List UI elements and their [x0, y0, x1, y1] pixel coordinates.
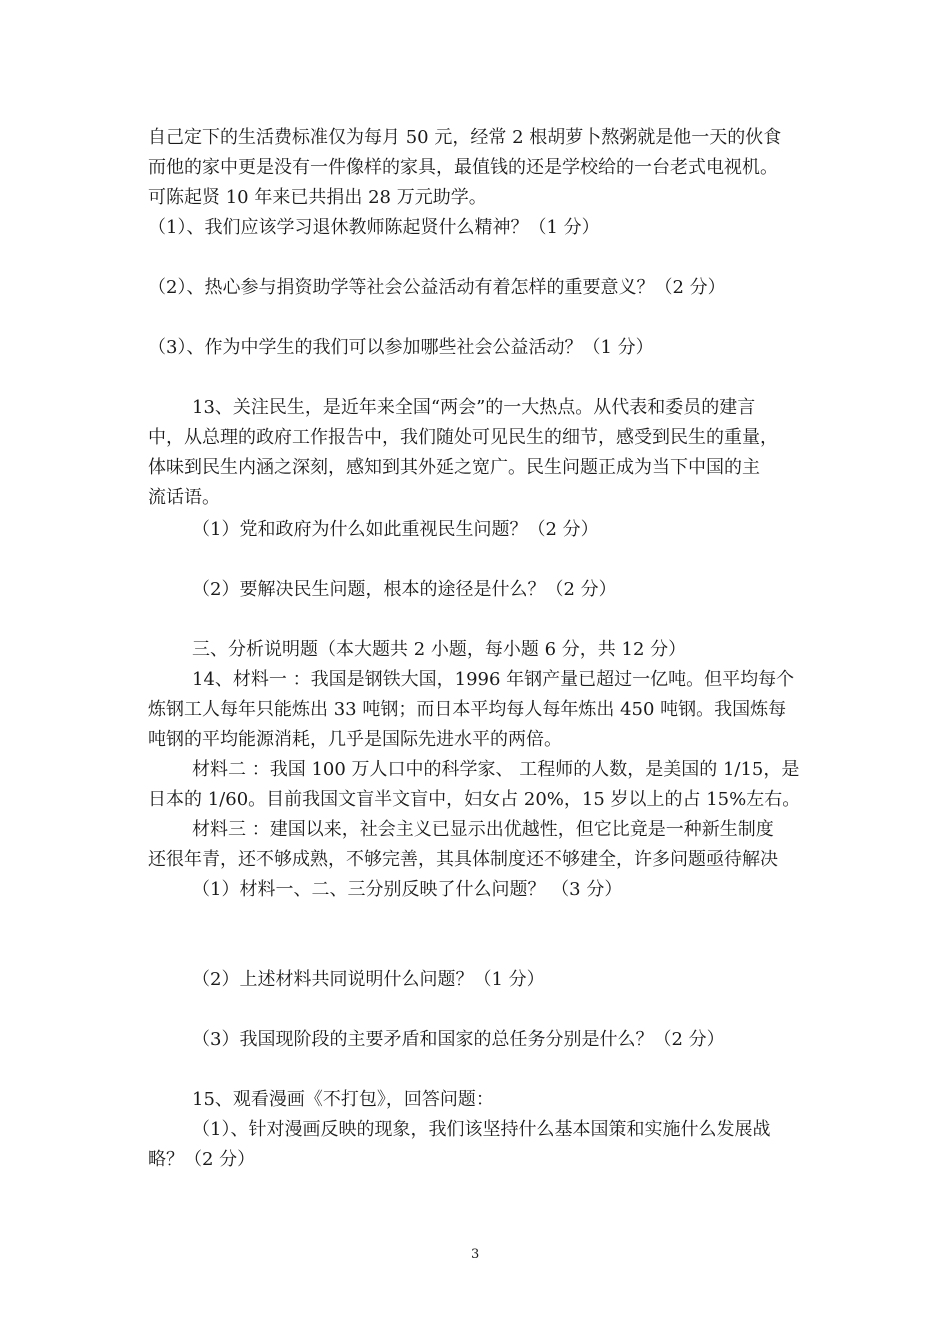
question-line: （2）要解决民生问题，根本的途径是什么？（2 分）: [192, 579, 617, 600]
section-heading: 三、分析说明题（本大题共 2 小题，每小题 6 分，共 12 分）: [192, 639, 687, 660]
text-line: 而他的家中更是没有一件像样的家具，最值钱的还是学校给的一台老式电视机。: [148, 157, 778, 178]
text-line: 自己定下的生活费标准仅为每月 50 元，经常 2 根胡萝卜熬粥就是他一天的伙食: [148, 127, 782, 148]
question-line: （3）、作为中学生的我们可以参加哪些社会公益活动？（1 分）: [148, 337, 654, 358]
text-line: 中，从总理的政府工作报告中，我们随处可见民生的细节，感受到民生的重量，: [148, 427, 778, 448]
question-line: （2）、热心参与捐资助学等社会公益活动有着怎样的重要意义？（2 分）: [148, 277, 726, 298]
question-line: （1）材料一、二、三分别反映了什么问题？ （3 分）: [192, 879, 623, 900]
question-14-line: 14、材料一 ：我国是钢铁大国，1996 年钢产量已超过一亿吨。但平均每个: [192, 669, 795, 690]
question-line: （1）党和政府为什么如此重视民生问题？（2 分）: [192, 519, 599, 540]
question-line: （2）上述材料共同说明什么问题？（1 分）: [192, 969, 545, 990]
question-15-line: 15、观看漫画《不打包》，回答问题：: [192, 1089, 494, 1110]
material-two-line: 材料二 ：我国 100 万人口中的科学家、 工程师的人数，是美国的 1/15，是: [192, 759, 800, 780]
question-line: （1）、我们应该学习退休教师陈起贤什么精神？（1 分）: [148, 217, 600, 238]
text-line: 还很年青，还不够成熟，不够完善，其具体制度还不够建全，许多问题亟待解决: [148, 849, 778, 870]
text-line: 略？（2 分）: [148, 1149, 256, 1170]
question-line: （1）、针对漫画反映的现象，我们该坚持什么基本国策和实施什么发展战: [192, 1119, 771, 1140]
text-line: 炼钢工人每年只能炼出 33 吨钢；而日本平均每人每年炼出 450 吨钢。我国炼每: [148, 699, 787, 720]
text-line: 吨钢的平均能源消耗，几乎是国际先进水平的两倍。: [148, 729, 562, 750]
page-number: 3: [471, 1247, 480, 1262]
question-13-line: 13、关注民生，是近年来全国“两会”的一大热点。从代表和委员的建言: [192, 397, 756, 418]
text-line: 可陈起贤 10 年来已共捐出 28 万元助学。: [148, 187, 487, 208]
question-line: （3）我国现阶段的主要矛盾和国家的总任务分别是什么？（2 分）: [192, 1029, 725, 1050]
text-line: 流话语。: [148, 487, 220, 508]
material-three-line: 材料三 ：建国以来，社会主义已显示出优越性，但它比竟是一种新生制度: [192, 819, 774, 840]
text-line: 日本的 1/60。目前我国文盲半文盲中，妇女占 20%，15 岁以上的占 15%左右。: [148, 789, 801, 810]
text-line: 体味到民生内涵之深刻，感知到其外延之宽广。民生问题正成为当下中国的主: [148, 457, 760, 478]
